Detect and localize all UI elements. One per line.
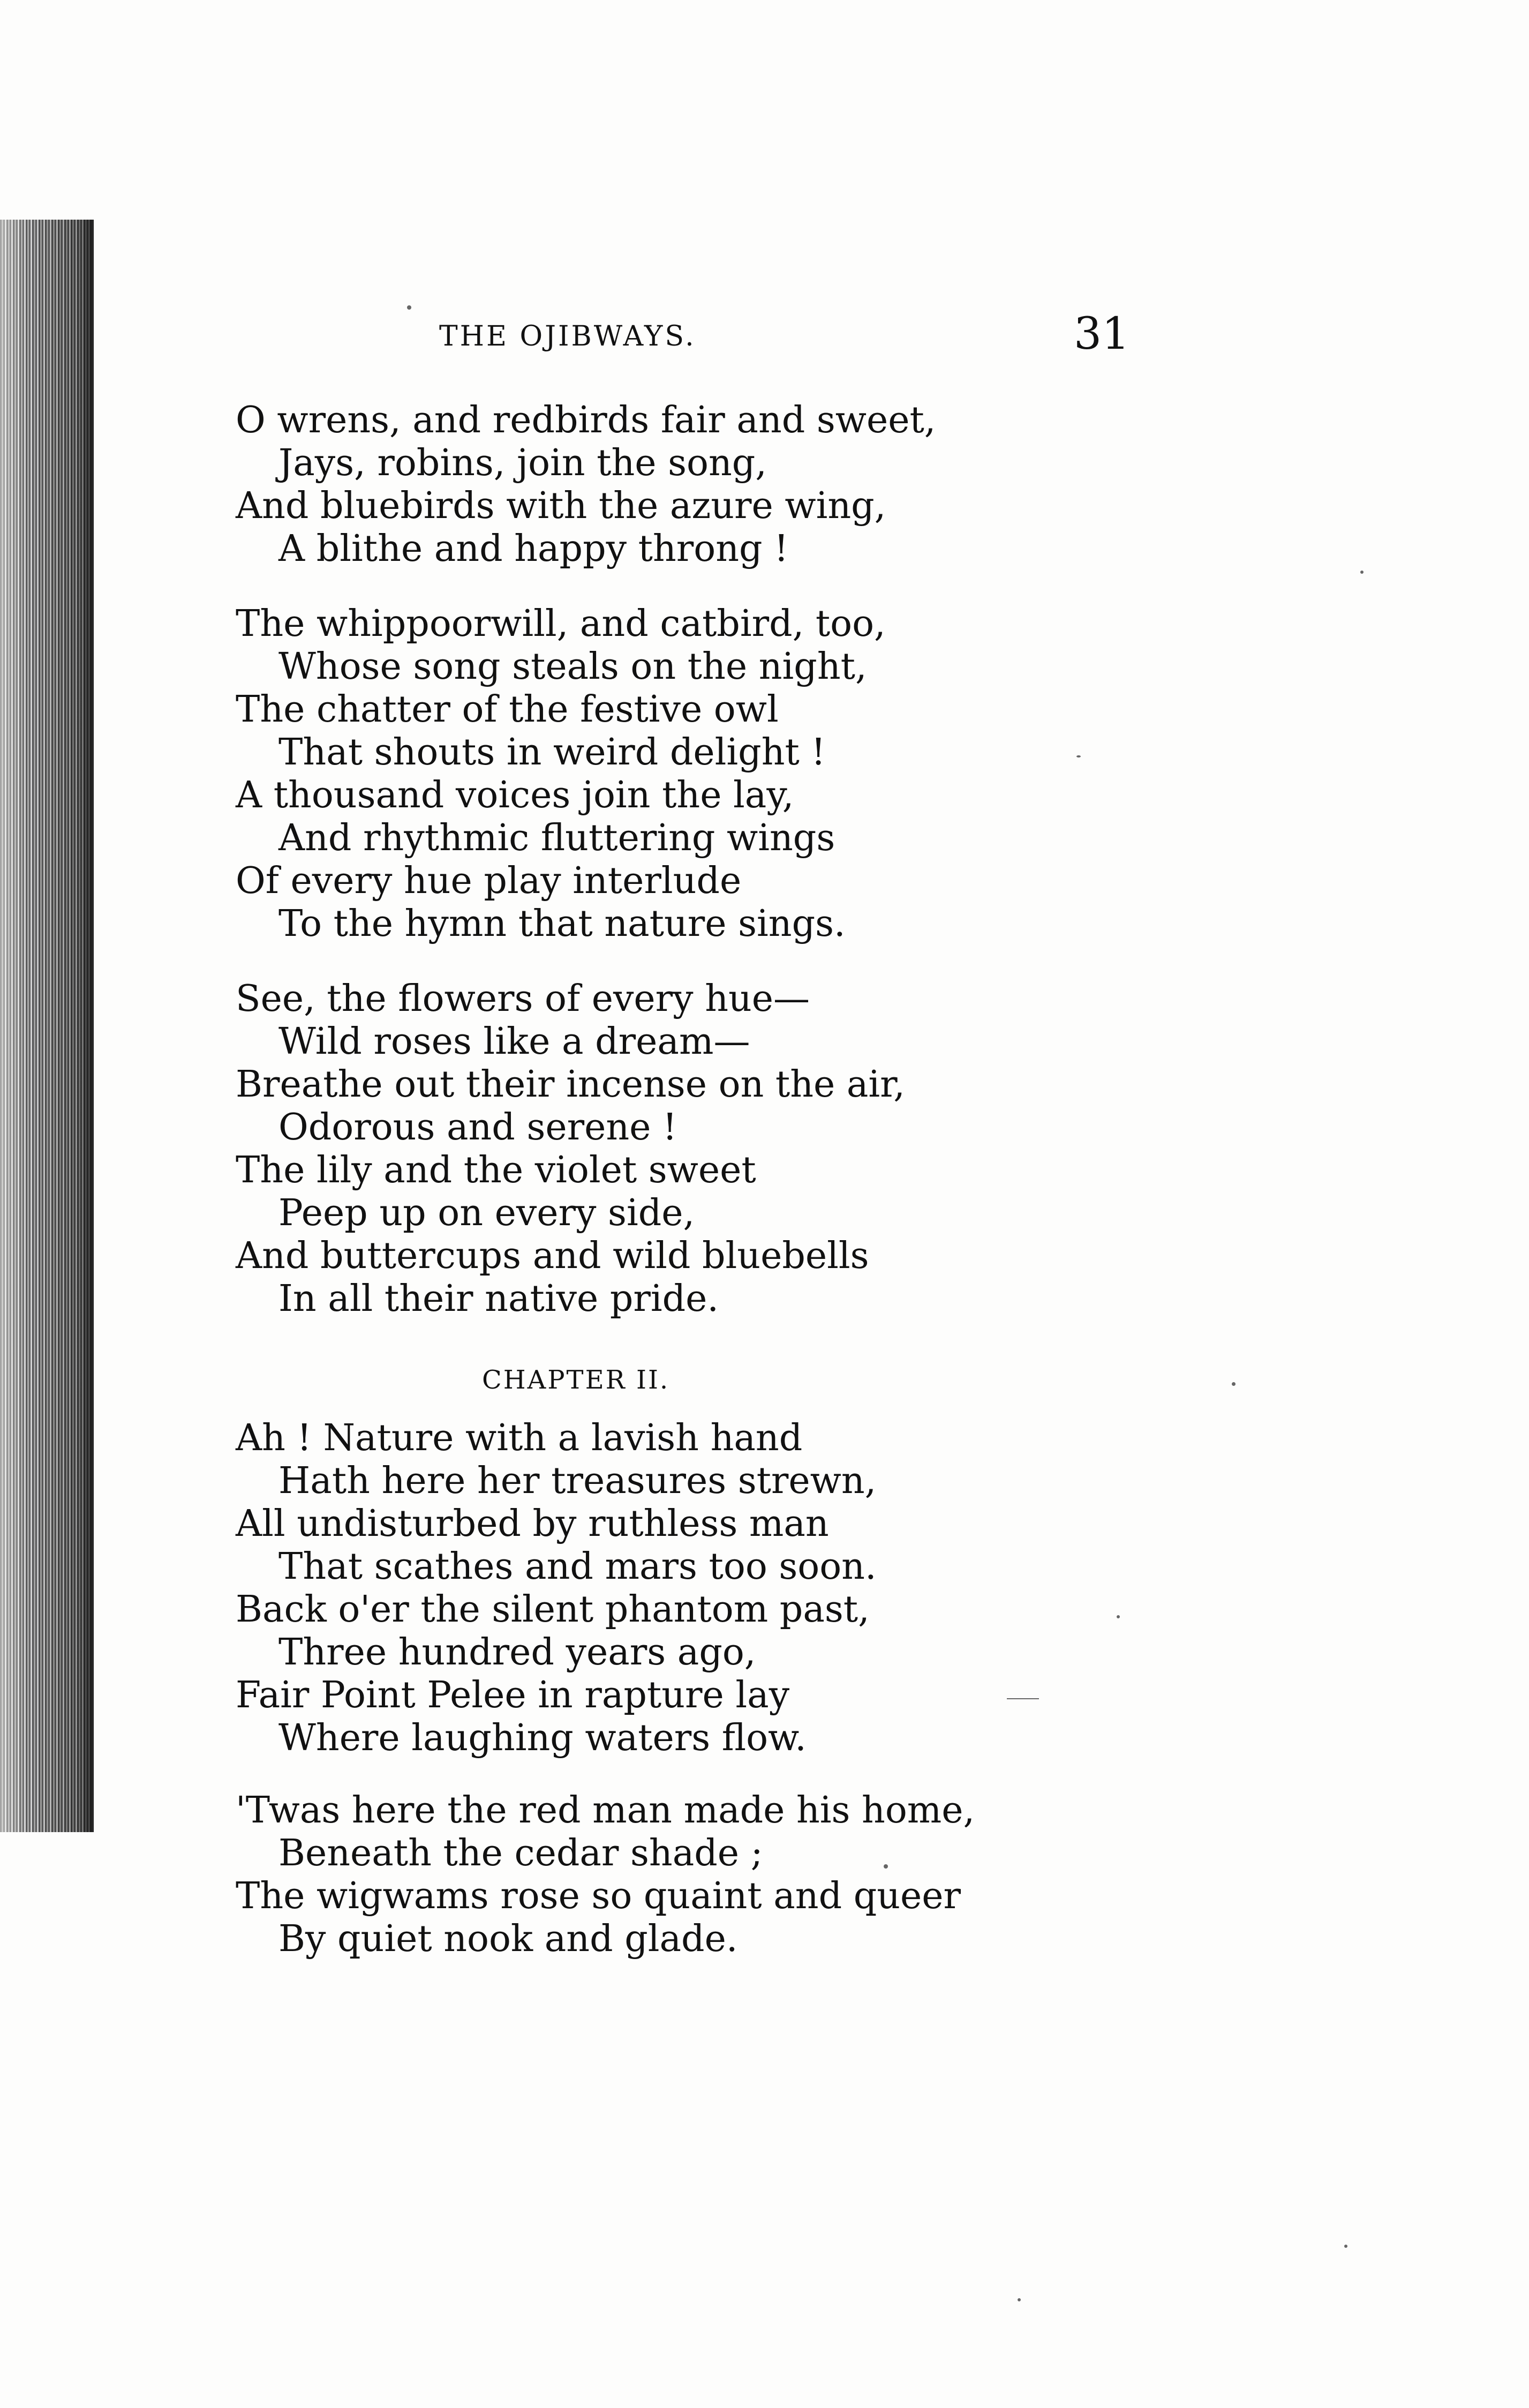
verse-line: That shouts in weird delight ! <box>278 731 826 774</box>
verse-line: Of every hue play interlude <box>236 860 742 902</box>
verse-line: The lily and the violet sweet <box>236 1149 756 1191</box>
verse-line: Odorous and serene ! <box>278 1106 677 1149</box>
verse-line: Hath here her treasures strewn, <box>278 1460 877 1502</box>
print-speck <box>407 305 411 310</box>
stanza-2 <box>236 603 886 946</box>
verse-line: Peep up on every side, <box>278 1192 695 1234</box>
verse-line: Ah ! Nature with a lavish hand <box>236 1417 803 1459</box>
page-gutter-fade <box>0 220 94 1832</box>
verse-line: Whose song steals on the night, <box>278 646 867 688</box>
verse-line: And rhythmic fluttering wings <box>278 817 835 859</box>
print-speck <box>1007 1698 1039 1699</box>
verse-line: 'Twas here the red man made his home, <box>236 1789 975 1832</box>
running-title: THE OJIBWAYS. <box>439 320 696 352</box>
verse-line: By quiet nook and glade. <box>278 1918 738 1960</box>
verse-line: That scathes and mars too soon. <box>278 1546 877 1588</box>
print-speck <box>1360 571 1364 574</box>
verse-line: The whippoorwill, and catbird, too, <box>236 603 886 645</box>
stanza-4 <box>236 1417 877 1760</box>
print-speck <box>1076 755 1081 757</box>
verse-line: Wild roses like a dream— <box>278 1021 750 1063</box>
verse-line: All undisturbed by ruthless man <box>236 1503 829 1545</box>
verse-line: Jays, robins, join the song, <box>278 442 767 484</box>
print-speck <box>1232 1382 1236 1386</box>
print-speck <box>1018 2298 1021 2301</box>
verse-line: Where laughing waters flow. <box>278 1717 807 1759</box>
print-speck <box>1117 1615 1120 1618</box>
print-speck <box>884 1864 888 1869</box>
verse-line: Three hundred years ago, <box>278 1631 756 1674</box>
verse-line: To the hymn that nature sings. <box>278 903 846 945</box>
page-number: 31 <box>1074 309 1130 359</box>
print-speck <box>1344 2245 1347 2248</box>
verse-line: A thousand voices join the lay, <box>236 774 794 816</box>
verse-line: Beneath the cedar shade ; <box>278 1832 763 1874</box>
verse-line: Fair Point Pelee in rapture lay <box>236 1674 790 1716</box>
verse-line: And buttercups and wild bluebells <box>236 1235 869 1277</box>
chapter-heading: CHAPTER II. <box>482 1365 670 1395</box>
verse-line: O wrens, and redbirds fair and sweet, <box>236 399 936 441</box>
stanza-5 <box>236 1789 975 1961</box>
verse-line: The wigwams rose so quaint and queer <box>236 1875 961 1917</box>
verse-line: And bluebirds with the azure wing, <box>236 485 886 527</box>
verse-line: Breathe out their incense on the air, <box>236 1063 905 1106</box>
stanza-3 <box>236 978 905 1321</box>
stanza-1 <box>236 399 936 571</box>
verse-line: Back o'er the silent phantom past, <box>236 1588 870 1631</box>
verse-line: In all their native pride. <box>278 1278 719 1320</box>
verse-line: See, the flowers of every hue— <box>236 978 810 1020</box>
verse-line: The chatter of the festive owl <box>236 688 779 731</box>
verse-line: A blithe and happy throng ! <box>278 528 789 570</box>
